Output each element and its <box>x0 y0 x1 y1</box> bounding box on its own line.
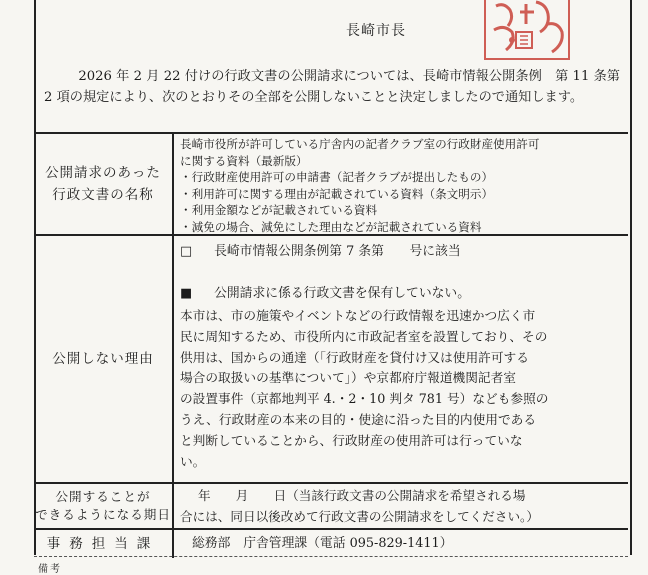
row-document-name <box>34 134 628 236</box>
reason-option-article-text: 長崎市情報公開条例第 7 条第 号に該当 <box>214 244 461 259</box>
reason-line: と判断していることから、行政財産の使用許可は行っていな <box>180 432 523 448</box>
reason-line: い。 <box>180 453 206 469</box>
reason-line: の設置事件（京都地判平 4.・2・10 判タ 781 号）なども参照の <box>180 391 549 407</box>
doc-line: ・利用許可に関する理由が記載されている資料（条文明示） <box>180 186 494 201</box>
row-public-date <box>34 484 628 530</box>
row-reason <box>34 236 628 484</box>
reason-line: 供用は、国からの通達（「行政財産を貸付け又は使用許可する <box>180 349 529 365</box>
intro-paragraph: 2026 年 2 月 22 付けの行政文書の公開請求については、長崎市情報公開条例 第 11 条第 2 項の規定により、次のとおりその全部を公開しないことと決定しましたので通知します。 <box>44 69 620 105</box>
doc-line: に関する資料（最新版） <box>180 153 308 168</box>
reason-option-not-held <box>180 284 622 305</box>
label-public-date <box>34 484 174 528</box>
row-contact <box>34 530 628 558</box>
reason-option-article <box>180 242 622 263</box>
reason-line: うえ、行政財産の本来の目的・使途に沿った目的内使用である <box>180 411 537 427</box>
public-date-line2: 合には、同日以後改めて行政文書の公開請求をしてください。） <box>180 508 539 524</box>
doc-line: ・行政財産使用許可の申請書（記者クラブが提出したもの） <box>180 170 494 185</box>
contact-value: 総務部 庁舎管理課（電話 095-829-1411） <box>192 536 453 551</box>
checkbox-filled-icon: ■ <box>180 286 193 301</box>
reason-option-not-held-text: 公開請求に係る行政文書を保有していない。 <box>214 286 471 301</box>
footer-note: 備考 <box>38 564 62 575</box>
official-seal <box>484 0 570 60</box>
label-contact: 事務担当課 <box>34 530 174 558</box>
dashed-divider <box>34 556 628 557</box>
label-document-name: 公開請求のあった行政文書の名称 <box>34 134 174 234</box>
label-public-date-line1: 公開することが <box>55 489 151 504</box>
mayor-title: 長崎市長 <box>346 23 406 39</box>
public-date-line1: 年 月 日（当該行政文書の公開請求を希望される場 <box>198 488 526 503</box>
label-reason: 公開しない理由 <box>34 236 174 482</box>
doc-line: ・利用金額などが記載されている資料 <box>180 203 378 218</box>
doc-line: 長崎市役所が許可している庁舎内の記者クラブ室の行政財産使用許可 <box>180 137 540 151</box>
reason-explanation <box>180 306 622 472</box>
notice-table <box>34 132 628 560</box>
reason-line: 場合の取扱いの基準について」）や京都府庁報道機関記者室 <box>180 370 516 386</box>
document-name-content <box>180 136 622 236</box>
reason-line: 本市は、市の施策やイベントなどの行政情報を迅速かつ広く市 <box>180 308 536 323</box>
label-public-date-line2: できるようになる期日 <box>35 507 171 522</box>
doc-line: ・減免の場合、減免にした理由などが記載されている資料 <box>180 219 482 234</box>
public-date-content <box>180 486 622 528</box>
reason-line: 民に周知するため、市役所内に市政記者室を設置しており、その <box>180 328 548 344</box>
checkbox-empty-icon: □ <box>180 244 193 259</box>
